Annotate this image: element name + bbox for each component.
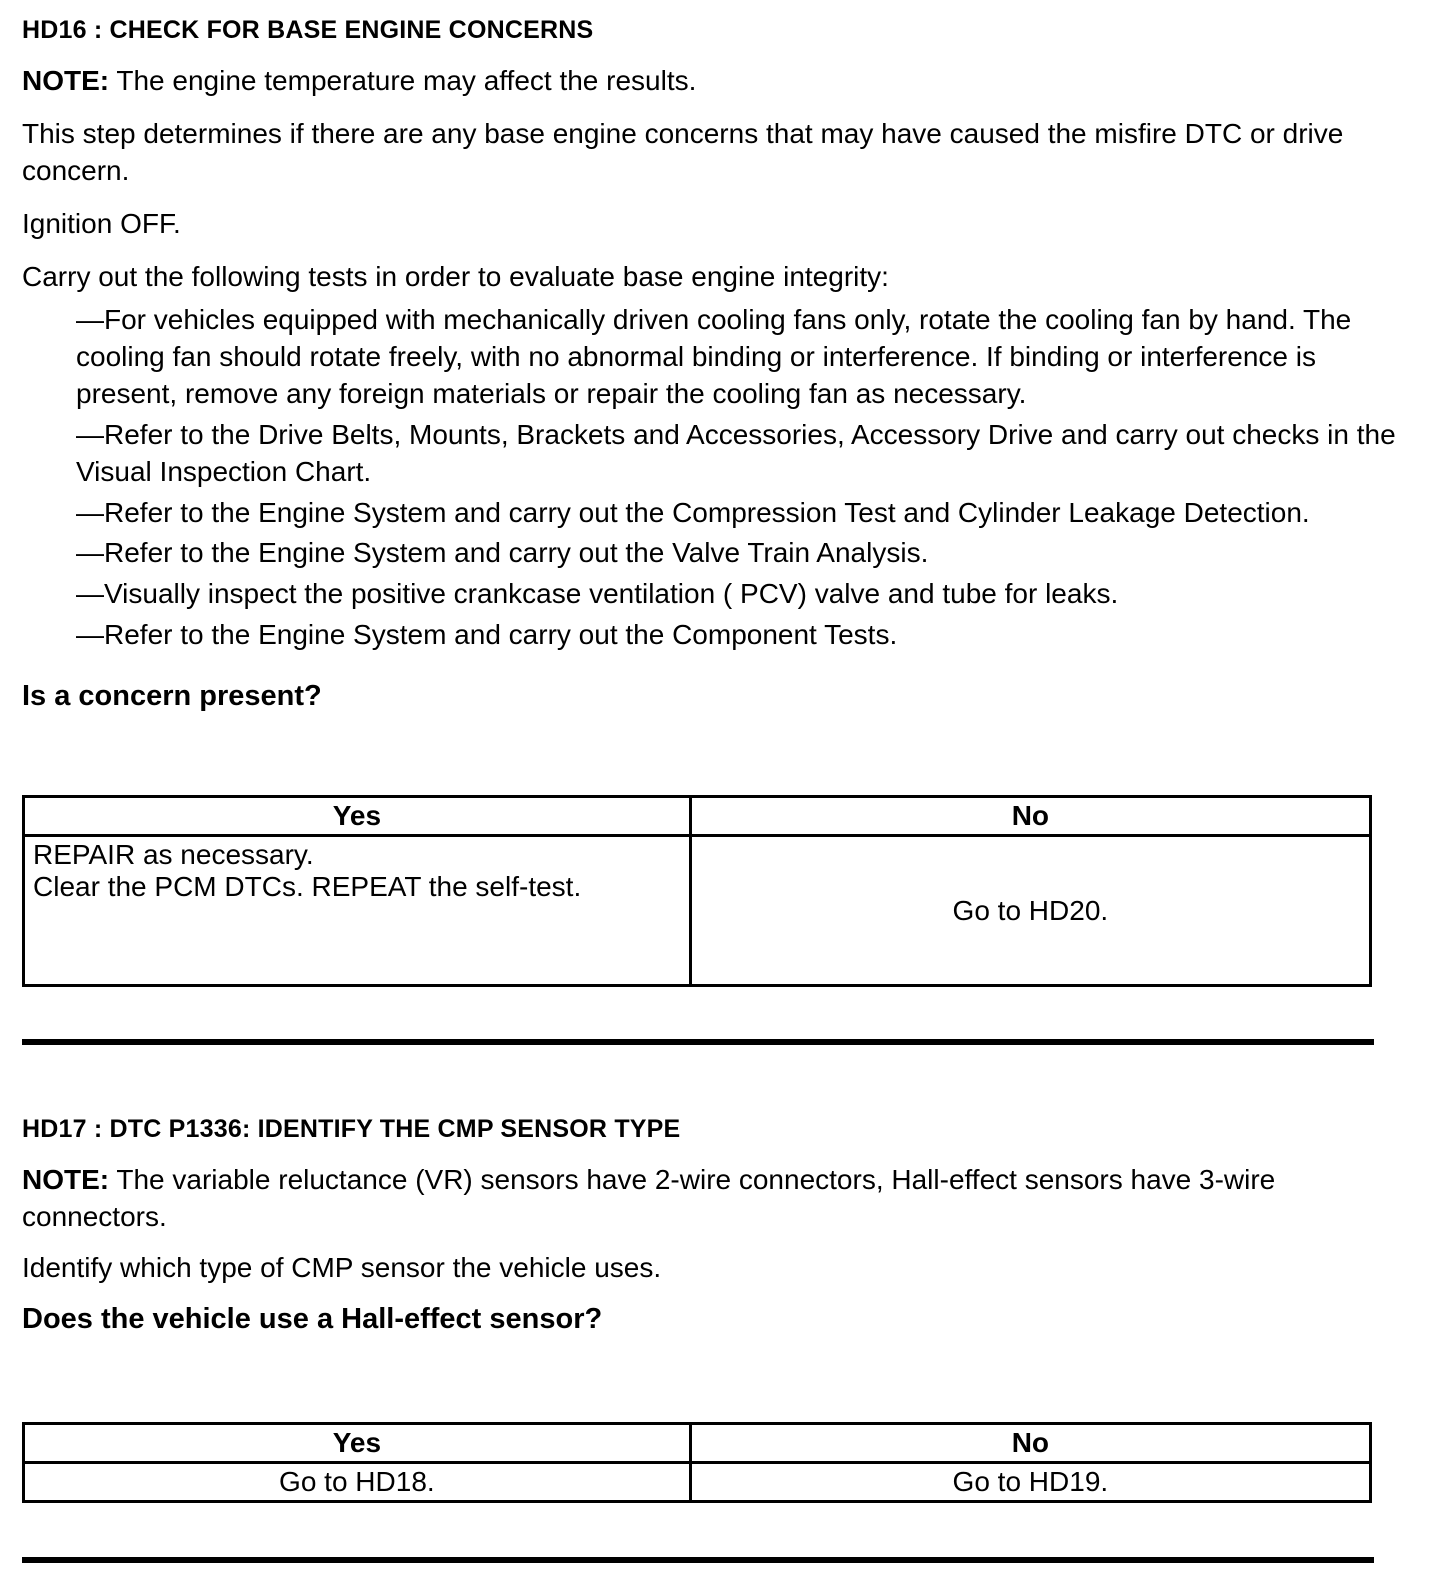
list-item: —For vehicles equipped with mechanically driven cooling fans only, rotate the cooling fan by hand. The cooling fan should rotate freely, with no abnormal binding or interference. If binding or interference is present, remove any foreign materials or repair the cooling fan as necessary. xyxy=(76,303,1352,409)
hd16-decision-table xyxy=(22,795,1372,987)
section-hd16 xyxy=(22,16,1416,987)
spacer xyxy=(22,1336,1416,1422)
hd16-no-cell: Go to HD20. xyxy=(690,836,1370,986)
hd17-no-header: No xyxy=(690,1424,1370,1463)
spacer xyxy=(22,1045,1416,1109)
hd16-note-label: NOTE: xyxy=(22,65,110,96)
hd16-ignition-paragraph: Ignition OFF. xyxy=(22,207,181,239)
list-item: —Refer to the Drive Belts, Mounts, Brackets and Accessories, Accessory Drive and carry out checks in the Visual Inspection Chart. xyxy=(76,418,1396,487)
hd17-identify-paragraph: Identify which type of CMP sensor the vehicle uses. xyxy=(22,1252,662,1284)
hd17-question: Does the vehicle use a Hall-effect sensor? xyxy=(22,1303,603,1336)
list-item: —Refer to the Engine System and carry out the Valve Train Analysis. xyxy=(76,537,929,569)
hd16-heading: HD16 : CHECK FOR BASE ENGINE CONCERNS xyxy=(22,16,594,44)
spacer xyxy=(22,987,1416,1039)
list-item: —Refer to the Engine System and carry out the Compression Test and Cylinder Leakage Detection. xyxy=(76,496,1310,528)
hd16-tests-paragraph: Carry out the following tests in order to evaluate base engine integrity: xyxy=(22,260,889,292)
hd16-yes-cell xyxy=(24,836,691,986)
list-item: —Visually inspect the positive crankcase ventilation ( PCV) valve and tube for leaks. xyxy=(76,578,1119,610)
table-header-row xyxy=(24,797,1371,836)
hd16-question: Is a concern present? xyxy=(22,680,322,713)
hd16-yes-line1: REPAIR as necessary. xyxy=(33,839,314,871)
hd16-intro-paragraph: This step determines if there are any base engine concerns that may have caused the misfire DTC or drive concern. xyxy=(22,117,1344,186)
hd17-yes-cell: Go to HD18. xyxy=(24,1463,691,1502)
hd16-yes-line2: Clear the PCM DTCs. REPEAT the self-test. xyxy=(33,871,582,903)
hd16-bullet-list xyxy=(22,302,1416,655)
table-row xyxy=(24,836,1371,986)
hd16-note xyxy=(22,63,1416,100)
spacer xyxy=(22,1503,1416,1557)
hd17-decision-table xyxy=(22,1422,1372,1503)
hd17-note-text: The variable reluctance (VR) sensors have 2-wire connectors, Hall-effect sensors have 3-wire connectors. xyxy=(22,1164,1276,1233)
bottom-rule xyxy=(22,1557,1374,1563)
spacer xyxy=(22,713,1416,795)
hd17-heading: HD17 : DTC P1336: IDENTIFY THE CMP SENSOR TYPE xyxy=(22,1115,681,1144)
hd16-no-header: No xyxy=(690,797,1370,836)
section-hd17 xyxy=(22,1115,1416,1503)
list-item: —Refer to the Engine System and carry out the Component Tests. xyxy=(76,619,898,651)
hd17-no-cell: Go to HD19. xyxy=(690,1463,1370,1502)
table-row xyxy=(24,1463,1371,1502)
hd16-note-text: The engine temperature may affect the results. xyxy=(109,65,697,96)
hd17-note-label: NOTE: xyxy=(22,1164,110,1196)
hd17-note xyxy=(22,1162,1416,1236)
hd17-yes-header: Yes xyxy=(24,1424,691,1463)
table-header-row xyxy=(24,1424,1371,1463)
hd16-yes-header: Yes xyxy=(24,797,691,836)
